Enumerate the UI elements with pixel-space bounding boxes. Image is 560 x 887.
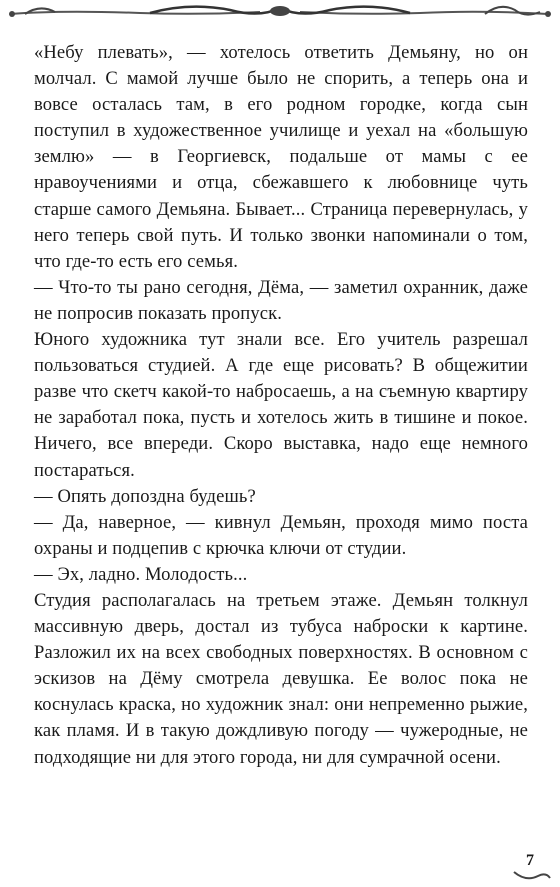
paragraph: Студия располагалась на третьем этаже. Демьян толкнул массивную дверь, достал из тубуса наброски к картине. Разложил их на всех свободных поверхностях. В основном с эскизов на Дёму смотрела девушка. Ее волос пока не коснулась краска, но художник знал: они непременно рыжие, как пламя. И в такую дождливую погоду — чужеродные, не подходящие ни для этого города, ни для сумрачной осени. — [34, 589, 528, 768]
body-text — [34, 40, 528, 771]
header-ornament — [0, 0, 560, 40]
paragraph: — Да, наверное, — кивнул Демьян, проходя мимо поста охраны и подцепив с крючка ключи от студии. — [34, 511, 528, 559]
paragraph: — Эх, ладно. Молодость... — [34, 563, 248, 585]
corner-flourish — [512, 868, 552, 882]
paragraph: — Опять допоздна будешь? — [34, 485, 256, 507]
page-number: 7 — [526, 852, 534, 869]
paragraph: — Что-то ты рано сегодня, Дёма, — заметил охранник, даже не попросив показать пропуск. — [34, 276, 528, 324]
paragraph: «Небу плевать», — хотелось ответить Демьяну, но он молчал. С мамой лучше было не спорить, а теперь она и вовсе осталась там, в его родном городке, когда сын поступил в художественное училище и уехал на «большую землю» — в Георгиевск, подальше от мамы с ее нравоучениями и отца, сбежавшего к любовнице чуть старше самого Демьяна. Бывает... Страница перевернулась, у него теперь свой путь. И только звонки напоминали о том, что где-то есть его семья. — [34, 42, 528, 272]
paragraph: Юного художника тут знали все. Его учитель разрешал пользоваться студией. А где еще рисовать? В общежитии разве что скетч какой-то набросаешь, а на съемную квартиру не заработал пока, пусть и хотелось жить в тишине и покое. Ничего, все впереди. Скоро выставка, надо еще немного постараться. — [34, 329, 528, 481]
